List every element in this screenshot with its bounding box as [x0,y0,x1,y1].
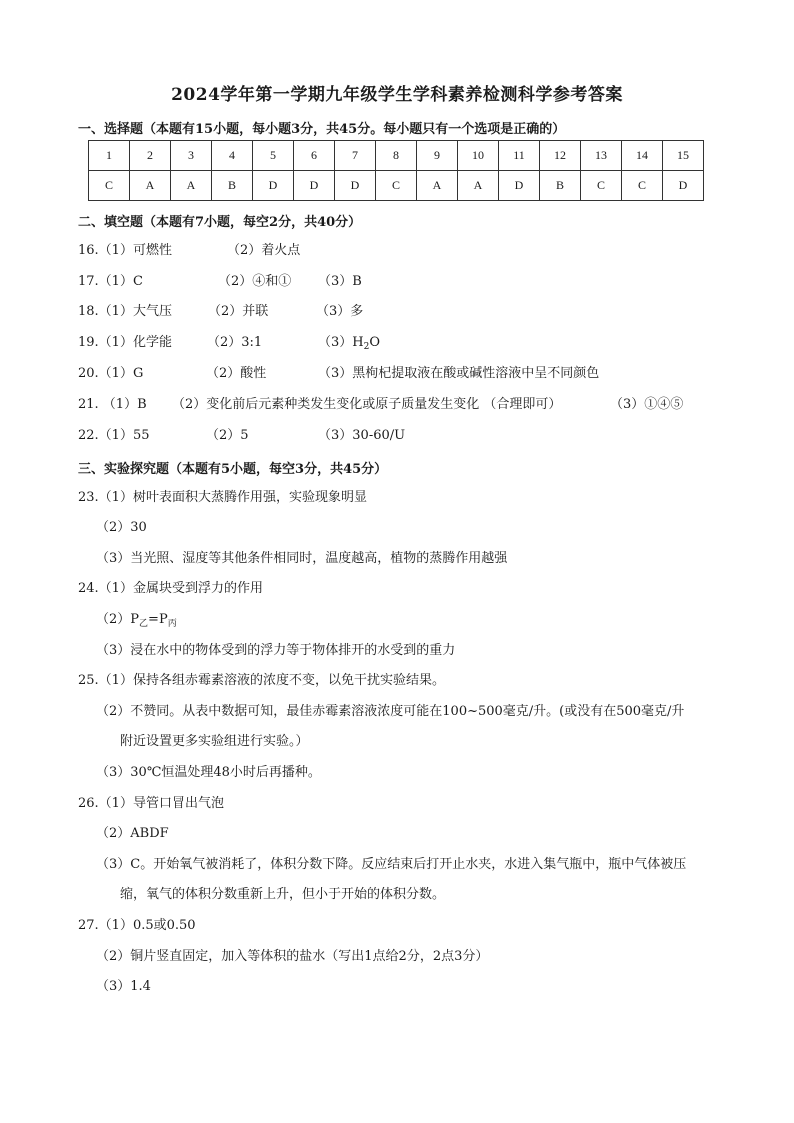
q23-line1: 23.（1）树叶表面积大蒸腾作用强，实验现象明显 [78,490,367,505]
question-number: 14 [622,141,663,171]
table-row-numbers [89,141,704,171]
q18-part3: （3）多 [316,304,364,319]
answer-letter: A [417,171,458,201]
section-1-heading: 一、选择题（本题有15小题，每小题3分，共45分。每小题只有一个选项是正确的） [78,122,566,137]
q19-part2: （2）3:1 [207,335,263,350]
question-number: 4 [212,141,253,171]
choice-answer-table [88,140,704,201]
q25-line2: （2）不赞同。从表中数据可知，最佳赤霉素溶液浓度可能在100~500毫克/升。(或没有在500毫克/升 [96,704,685,719]
q22-part2: （2）5 [206,428,249,443]
question-number: 10 [458,141,499,171]
question-number: 5 [253,141,294,171]
q26-line1: 26.（1）导管口冒出气泡 [78,796,224,811]
q22-part3: （3）30-60/U [318,428,406,443]
q21-part1: 21. （1）B [78,397,147,412]
answer-letter: C [376,171,417,201]
q19-part3-suffix: O [369,335,381,350]
q25-line3: 附近设置更多实验组进行实验。） [120,734,309,749]
q24-line2 [96,611,177,633]
answer-letter: B [540,171,581,201]
q20-part3: （3）黑枸杞提取液在酸或碱性溶液中呈不同颜色 [318,366,600,381]
section-2-heading: 二、填空题（本题有7小题，每空2分，共40分） [78,215,362,230]
q24-line3: （3）浸在水中的物体受到的浮力等于物体排开的水受到的重力 [96,643,456,658]
q19-subscript: 2 [363,342,370,352]
q24-pressure-p1: （2）P [96,612,140,627]
question-number: 11 [499,141,540,171]
q19-part1: 19.（1）化学能 [78,335,172,350]
q27-line1: 27.（1）0.5或0.50 [78,918,196,933]
q26-line4: 缩，氧气的体积分数重新上升，但小于开始的体积分数。 [120,887,446,902]
answer-letter: A [458,171,499,201]
q23-line3: （3）当光照、湿度等其他条件相同时，温度越高，植物的蒸腾作用越强 [96,551,508,566]
q17-part1: 17.（1）C [78,274,143,289]
question-number: 6 [294,141,335,171]
question-number: 7 [335,141,376,171]
q25-line1: 25.（1）保持各组赤霉素溶液的浓度不变，以免干扰实验结果。 [78,673,445,688]
q24-subscript-yi: 乙 [139,619,149,629]
q27-line2: （2）铜片竖直固定，加入等体积的盐水（写出1点给2分，2点3分） [96,949,489,964]
section-3-heading: 三、实验探究题（本题有5小题，每空3分，共45分） [78,462,388,477]
page-title: 2024学年第一学期九年级学生学科素养检测科学参考答案 [171,85,623,105]
q17-part2: （2）④和① [218,274,292,289]
q24-pressure-p2: =P [148,612,168,627]
question-number: 12 [540,141,581,171]
q19-part3 [318,334,380,356]
answer-letter: D [253,171,294,201]
answer-letter: C [622,171,663,201]
q18-part2: （2）并联 [208,304,269,319]
question-number: 8 [376,141,417,171]
answer-letter: B [212,171,253,201]
q21-part3: （3）①④⑤ [610,397,684,412]
q19-part3-prefix: （3）H [318,335,364,350]
question-number: 1 [89,141,130,171]
q25-line4: （3）30℃恒温处理48小时后再播种。 [96,765,321,780]
question-number: 2 [130,141,171,171]
question-number: 9 [417,141,458,171]
answer-letter: D [294,171,335,201]
q20-part2: （2）酸性 [206,366,267,381]
q23-line2: （2）30 [96,520,147,535]
q24-subscript-bing: 丙 [167,619,177,629]
answer-letter: D [499,171,540,201]
answer-letter: D [663,171,704,201]
question-number: 15 [663,141,704,171]
q27-line3: （3）1.4 [96,979,151,994]
q24-line1: 24.（1）金属块受到浮力的作用 [78,581,263,596]
q22-part1: 22.（1）55 [78,428,150,443]
q26-line3: （3）C。开始氧气被消耗了，体积分数下降。反应结束后打开止水夹，水进入集气瓶中，瓶中气体被压 [96,857,687,872]
q16-part2: （2）着火点 [227,243,301,258]
answer-letter: D [335,171,376,201]
q20-part1: 20.（1）G [78,366,144,381]
q26-line2: （2）ABDF [96,826,169,841]
answer-letter: A [171,171,212,201]
answer-letter: C [581,171,622,201]
answer-letter: A [130,171,171,201]
table-row-answers [89,171,704,201]
q18-part1: 18.（1）大气压 [78,304,172,319]
q17-part3: （3）B [318,274,362,289]
q21-part2: （2）变化前后元素种类发生变化或原子质量发生变化 （合理即可） [172,397,562,412]
q16-part1: 16.（1）可燃性 [78,243,172,258]
question-number: 3 [171,141,212,171]
question-number: 13 [581,141,622,171]
answer-letter: C [89,171,130,201]
